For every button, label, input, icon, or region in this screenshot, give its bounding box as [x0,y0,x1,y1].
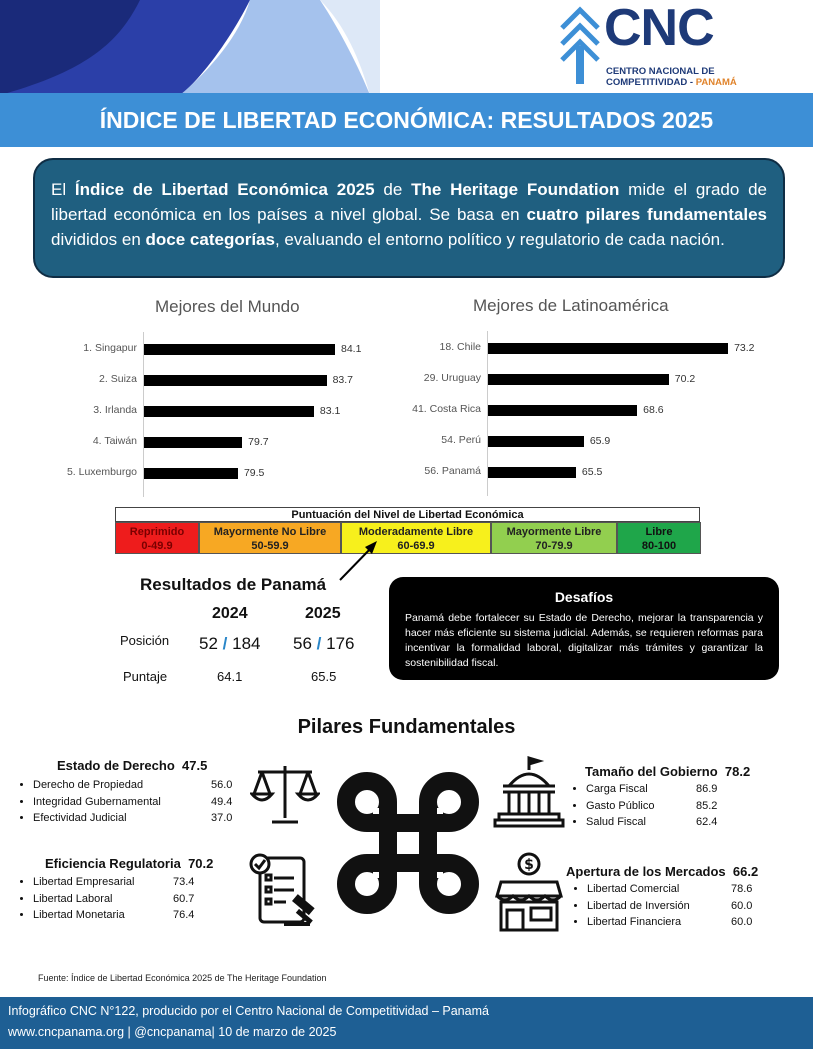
desafios-title: Desafíos [554,589,614,605]
footer [0,997,813,1049]
scale-title: Puntuación del Nivel de Libertad Económica [115,507,700,522]
bar [143,406,314,417]
scale-level-label: Mayormente No Libre [213,526,327,538]
bar-value: 79.5 [243,467,265,479]
bar [143,437,242,448]
bar-label: 41. Costa Rica [412,403,481,415]
logo-text: CNC [604,0,714,57]
bar [487,374,669,385]
chart-title: Mejores de Latinoamérica [473,296,669,315]
bar-value: 68.6 [643,404,664,416]
bar-label: 29. Uruguay [423,372,481,384]
desafios-text: Panamá debe fortalecer su Estado de Derecho, mejorar la transparencia y hacer más eficiente su sistema judicial. Además, se requieren reformas para incentivar la formalidad laboral, digitalizar más trámites y garantizar la sostenibilidad fiscal. [405,612,763,669]
logo-subtitle: CENTRO NACIONAL DE COMPETITIVIDAD - PANAMÁ [606,66,737,88]
pillar-estado-de-derecho [57,758,207,773]
scale-level [617,522,701,554]
pillar-heading: Eficiencia Regulatoria 70.2 [45,856,214,871]
puntaje-2025: 65.5 [311,669,337,684]
bar-value: 70.2 [674,373,696,385]
pilares-title: Pilares Fundamentales [297,716,516,738]
source-note: Fuente: Índice de Libertad Económica 2025 de The Heritage Foundation [38,973,327,983]
scale-level [115,522,199,554]
bar [487,467,576,478]
posicion-2024: 52 / 184 [199,634,261,653]
year-2024: 2024 [212,605,248,622]
chart-title: Mejores del Mundo [155,297,300,316]
bar [487,405,637,416]
bar-value: 79.7 [248,436,269,448]
bar-value: 65.5 [581,466,603,478]
bar-label: 5. Luxemburgo [66,466,137,478]
bar [143,375,327,386]
bar [487,436,584,447]
market-store-icon [493,852,565,934]
header-decorative-shapes [0,0,380,95]
checklist-gavel-icon [246,850,326,930]
pillar-tamano-del-gobierno [585,764,750,779]
bar-label: 3. Irlanda [93,404,137,416]
bar-value: 84.1 [341,343,362,355]
bar-value: 83.7 [332,374,353,386]
scale-level-label: Libre [645,526,673,538]
pillar-list-tamano-del-gobierno: • Carga Fiscal 86.9 • Gasto Público 85.2 • Salud Fiscal 62.4 [562,781,786,831]
svg-text:$: $ [524,857,534,873]
row-label-posicion: Posición [120,633,170,648]
scale-level [491,522,617,554]
page-title: ÍNDICE DE LIBERTAD ECONÓMICA: RESULTADOS 2025 [99,107,714,133]
bar-value: 83.1 [319,405,341,417]
pillar-heading: Tamaño del Gobierno 78.2 [585,764,751,779]
arrow-icon [335,538,380,583]
pillar-heading: Apertura de los Mercados 66.2 [566,864,759,879]
footer-line-2: www.cncpanama.org | @cncpanama| 10 de marzo de 2025 [8,1025,337,1039]
scale-level-label: Moderadamente Libre [358,526,474,538]
command-knot-icon [337,772,479,914]
scale-level-range: 0-49.9 [141,540,173,552]
bar-label: 1. Singapur [83,342,137,354]
bar-label: 18. Chile [439,341,481,353]
pillar-list-estado-de-derecho: • Derecho de Propiedad 56.0 • Integridad Gubernamental 49.4 • Efectividad Judicial 37.0 [9,777,273,827]
pillar-heading: Estado de Derecho 47.5 [57,758,208,773]
bar-value: 73.2 [734,342,755,354]
chart-axis [487,331,488,496]
footer-line-1: Infográfico CNC N°122, producido por el Centro Nacional de Competitividad – Panamá [8,1004,489,1018]
scale-level-label: Mayormente Libre [506,526,602,538]
results-title: Resultados de Panamá [140,575,327,594]
desafios-box [389,577,779,680]
bar-label: 4. Taiwán [92,435,137,447]
pillar-list-eficiencia-regulatoria: • Libertad Empresarial 73.4 • Libertad Laboral 60.7 • Libertad Monetaria 76.4 [9,874,253,924]
scale-level-range: 80-100 [641,540,677,552]
government-building-icon [493,756,565,828]
scale-level-range: 50-59.9 [251,540,289,552]
pillar-eficiencia-regulatoria [45,856,213,871]
scale-level-range: 70-79.9 [535,540,573,552]
year-2025: 2025 [305,605,341,622]
bar-label: 56. Panamá [424,465,481,477]
scale-level-range: 60-69.9 [397,540,435,552]
bar [487,343,728,354]
puntaje-2024: 64.1 [217,669,243,684]
row-label-puntaje: Puntaje [123,669,168,684]
cnc-logo-icon [558,6,602,86]
pillar-apertura-mercados [566,864,758,879]
scales-of-justice-icon [250,762,320,826]
intro-box: El Índice de Libertad Económica 2025 de The Heritage Foundation mide el grado de libertad económica en los países a nivel global. Se basa en cuatro pilares fundamentales divididos en doce categorías, evaluando el entorno político y regulatorio de cada nación. [33,158,785,278]
bar-label: 54. Perú [441,434,481,446]
pillar-list-apertura-mercados: • Libertad Comercial 78.6 • Libertad de Inversión 60.0 • Libertad Financiera 60.0 [563,881,802,931]
posicion-2025: 56 / 176 [293,634,355,653]
bar-value: 65.9 [589,435,611,447]
bar [143,344,335,355]
bar-label: 2. Suiza [99,373,137,385]
bar [143,468,238,479]
chart-axis [143,332,144,497]
scale-level-label: Reprimido [129,526,185,538]
scale-level [199,522,341,554]
